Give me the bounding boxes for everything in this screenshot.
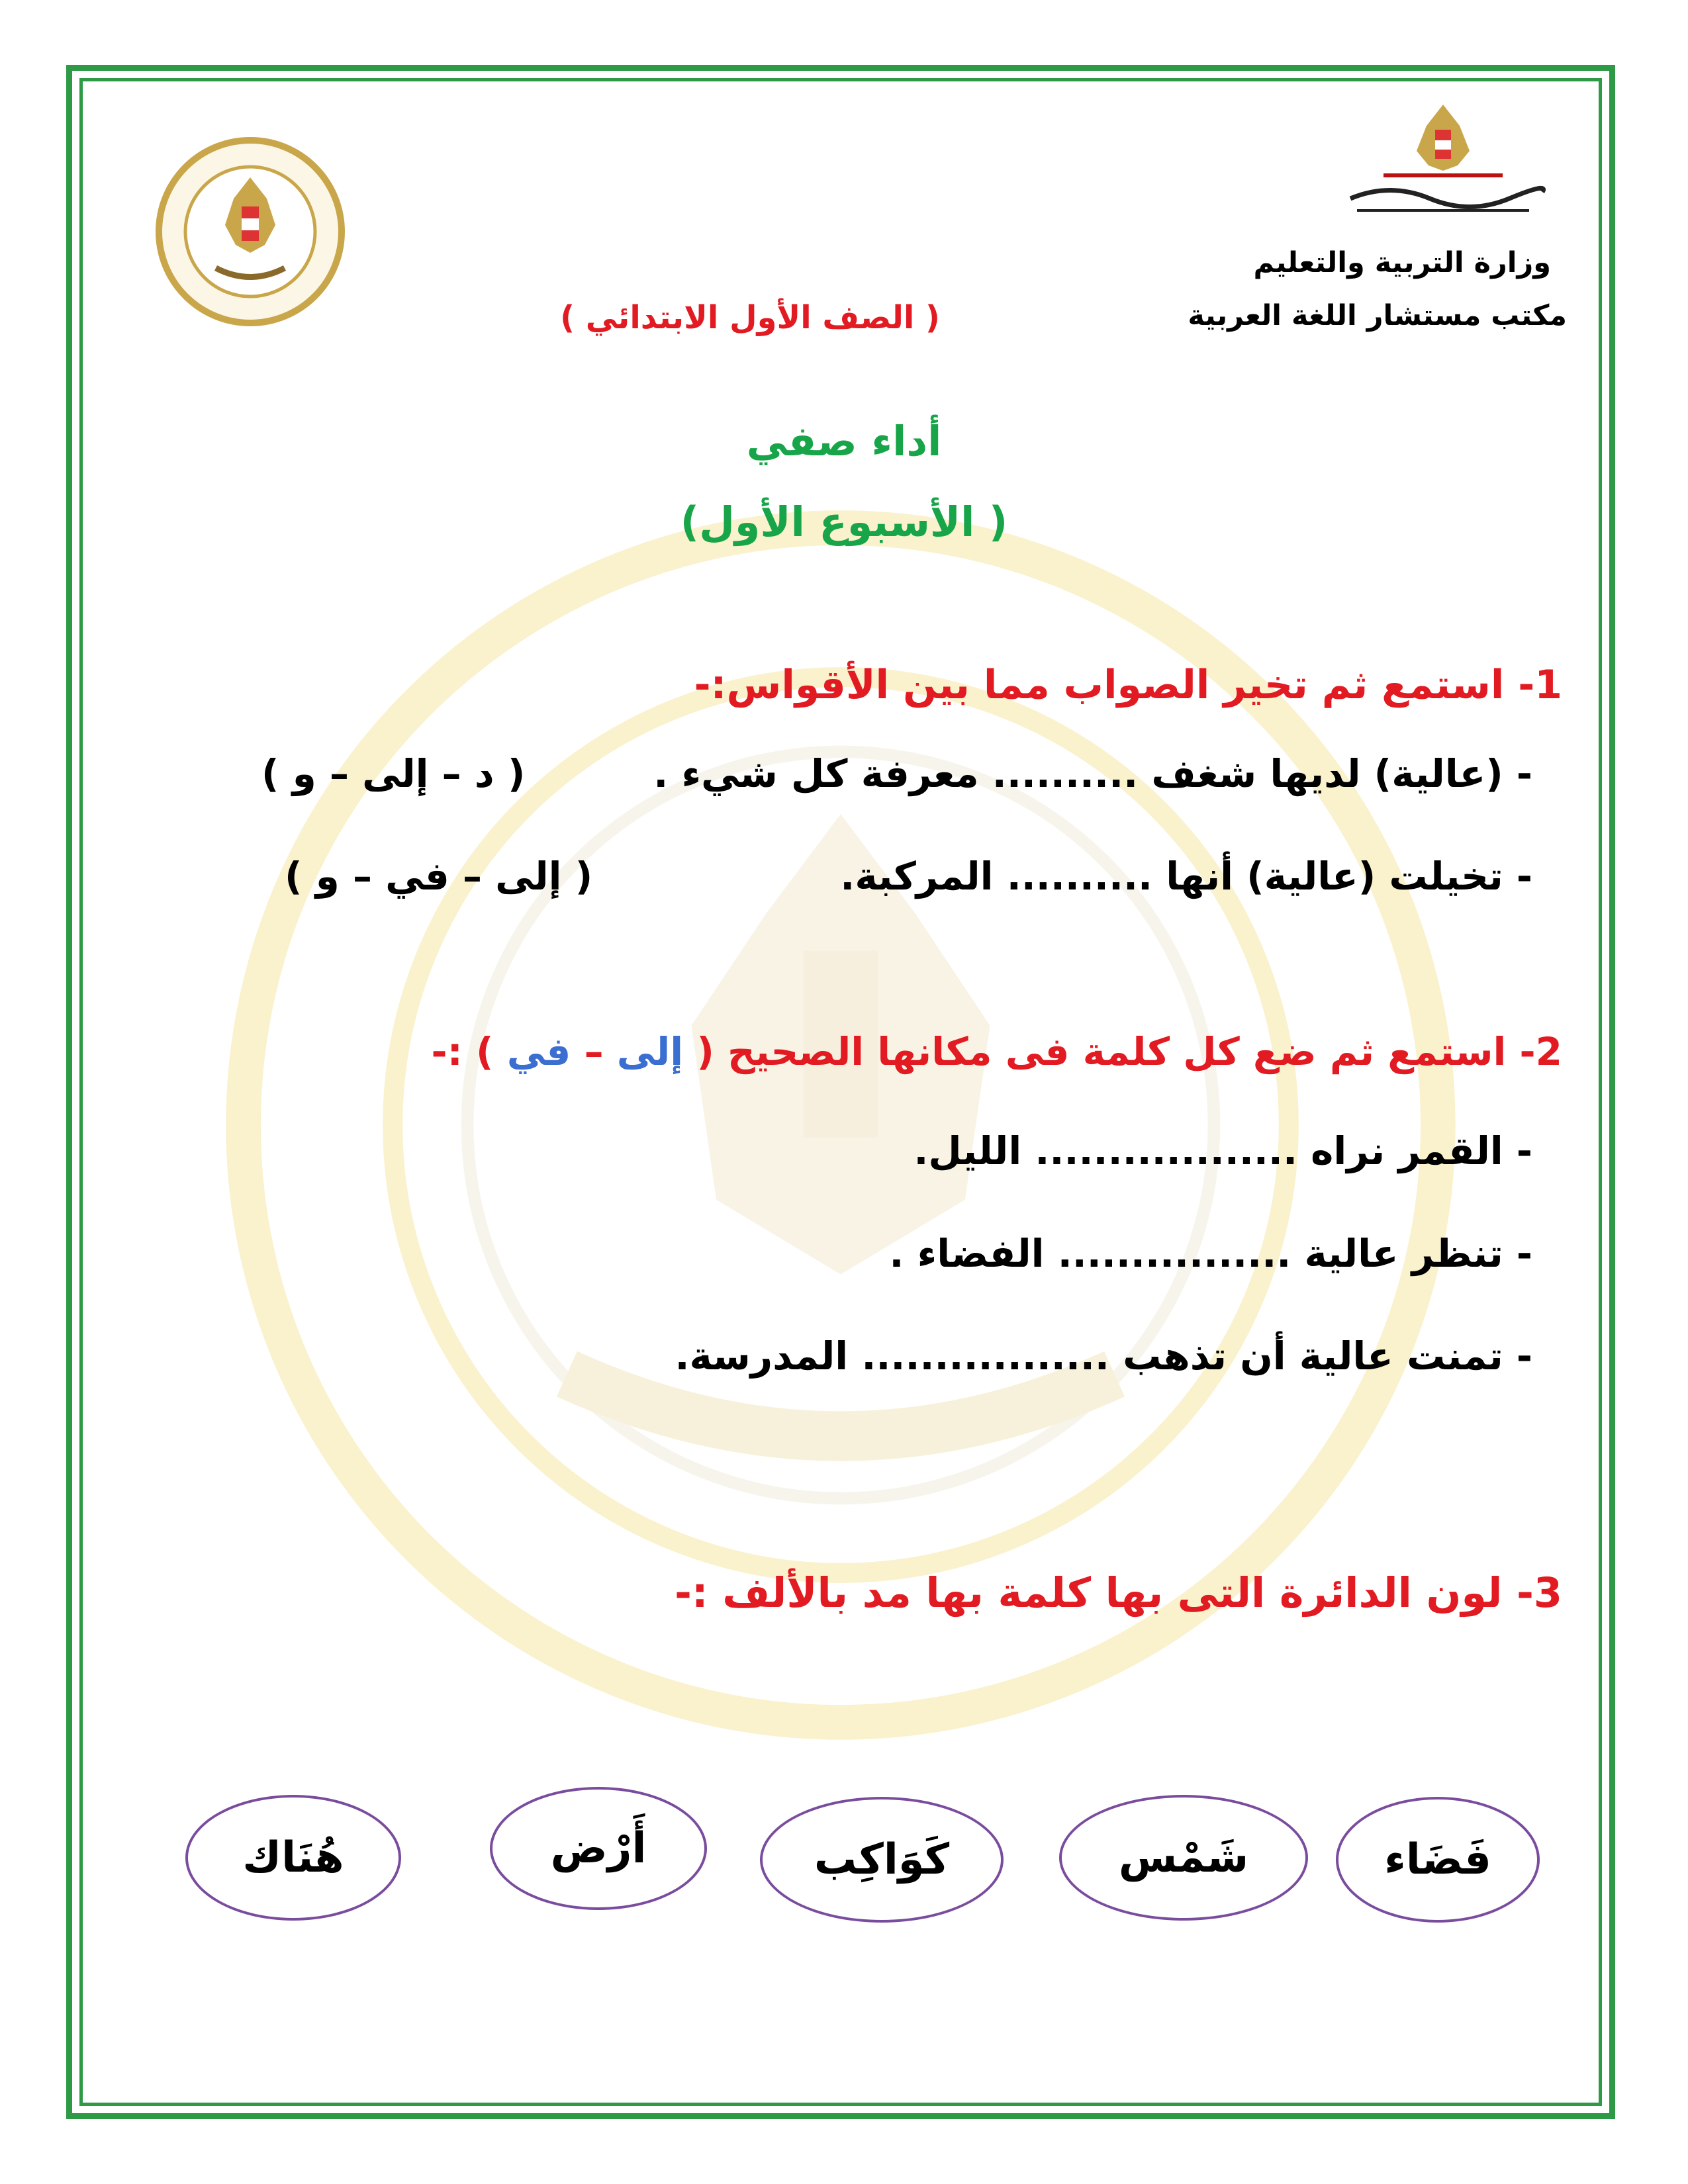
question-2-line-3: - تمنت عالية أن تذهب ................. المدرسة. (675, 1334, 1532, 1379)
word-oval-2[interactable]: شَمْس (1059, 1795, 1308, 1921)
question-1-line-1-options: ( د – إلى – و ) (261, 751, 526, 796)
question-1-heading: 1- استمع ثم تخير الصواب مما بين الأقواس:- (694, 662, 1562, 708)
ministry-education-logo (1331, 99, 1556, 218)
question-2-heading (432, 1029, 1562, 1074)
word-oval-5[interactable]: هُنَاك (185, 1795, 401, 1921)
grade-label: ( الصف الأول الابتدائي ) (560, 299, 940, 336)
question-2-heading-suffix: ) :- (431, 1029, 494, 1074)
ministry-name: وزارة التربية والتعليم (1253, 246, 1551, 279)
office-name: مكتب مستشار اللغة العربية (1188, 299, 1567, 332)
week-title: ( الأسبوع الأول) (680, 498, 1008, 546)
question-2-line-1: - القمر نراه .................. الليل. (914, 1128, 1532, 1173)
word-oval-4[interactable]: أَرْض (490, 1787, 707, 1910)
question-2-option-2: في (506, 1029, 571, 1074)
question-2-dash: – (584, 1029, 604, 1074)
ministry-technical-education-logo (151, 132, 350, 331)
question-2-heading-prefix: 2- استمع ثم ضع كل كلمة فى مكانها الصحيح ( (696, 1029, 1562, 1074)
question-3-heading: 3- لون الدائرة التى بها كلمة بها مد بالألف :- (675, 1569, 1562, 1617)
question-1-line-1: - (عالية) لديها شغف .......... معرفة كل شيء . (653, 751, 1532, 796)
question-1-line-2: - تخيلت (عالية) أنها .......... المركبة. (840, 854, 1532, 899)
question-1-line-2-options: ( إلى – في – و ) (285, 854, 593, 899)
word-oval-1[interactable]: فَضَاء (1336, 1797, 1540, 1923)
question-2-line-2: - تنظر عالية ................ الفضاء . (889, 1231, 1532, 1276)
question-2-option-1: إلى (616, 1029, 684, 1074)
word-oval-3[interactable]: كَوَاكِب (760, 1797, 1004, 1923)
page-title: أداء صفي (746, 417, 942, 465)
